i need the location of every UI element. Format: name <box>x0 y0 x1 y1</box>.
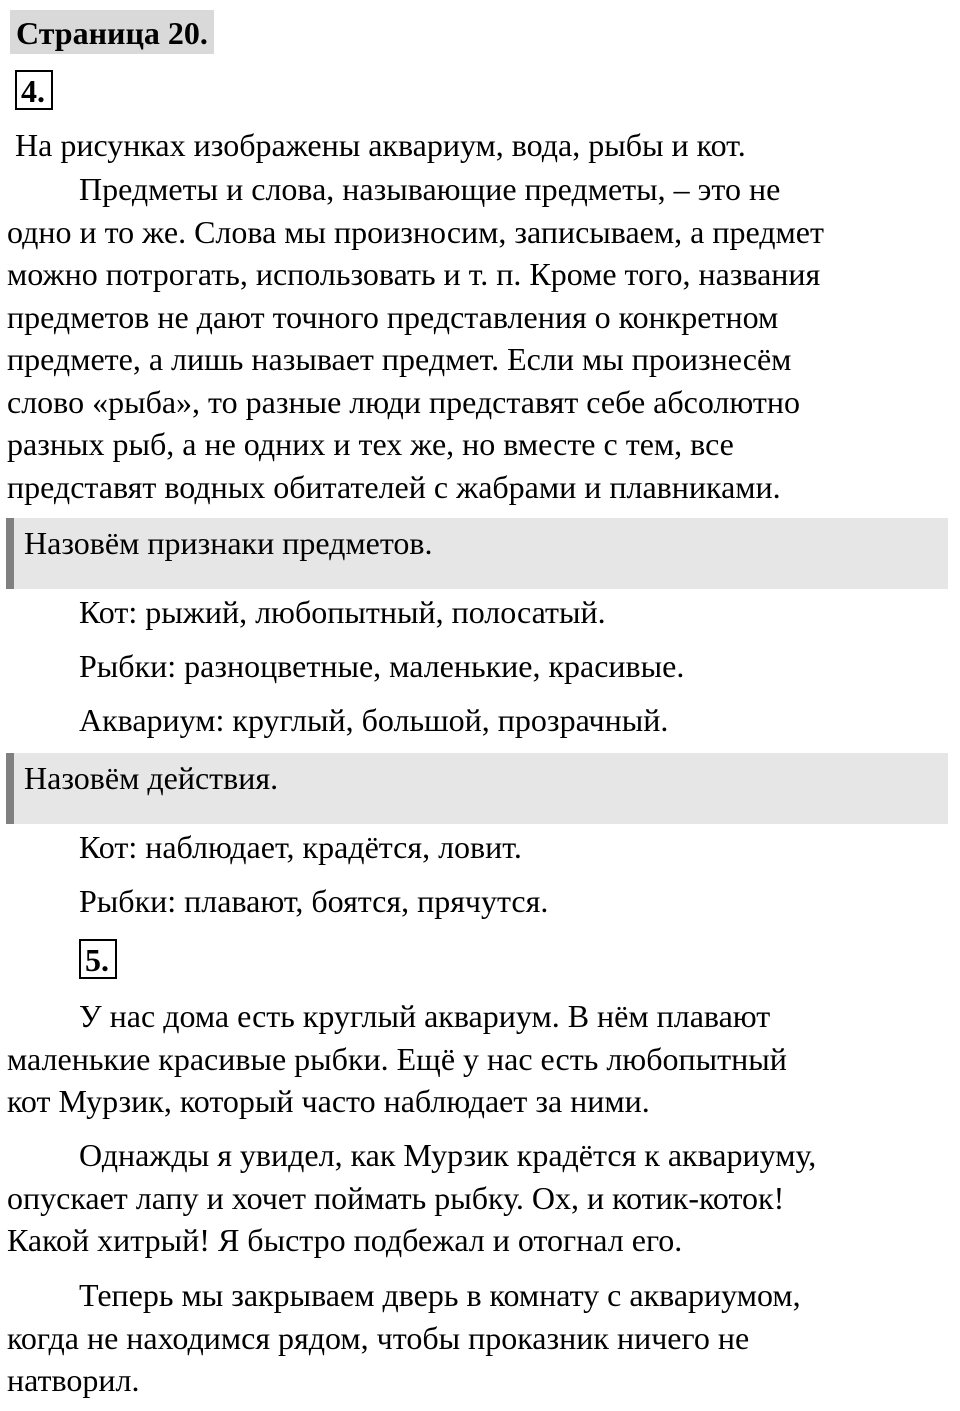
task-number-4: 4. <box>15 70 53 110</box>
action-fish: Рыбки: плавают, боятся, прячутся. <box>79 883 549 919</box>
task5-paragraph-1 <box>7 995 955 1123</box>
paragraph-line: кот Мурзик, который часто наблюдает за ними. <box>7 1083 650 1119</box>
heading-attributes-bar <box>6 518 948 589</box>
paragraph-line: когда не находимся рядом, чтобы проказник ничего не <box>7 1319 750 1356</box>
task-number-5: 5. <box>79 939 117 979</box>
heading-attributes: Назовём признаки предметов. <box>24 525 433 561</box>
paragraph-line: предмете, а лишь называет предмет. Если мы произнесём <box>7 341 792 377</box>
task5-paragraph-3 <box>7 1274 955 1402</box>
paragraph-line: У нас дома есть круглый аквариум. В нём плавают <box>79 998 771 1034</box>
heading-actions-bar <box>6 753 948 824</box>
heading-actions: Назовём действия. <box>24 760 279 796</box>
attribute-fish: Рыбки: разноцветные, маленькие, красивые. <box>79 648 685 684</box>
paragraph-line: натворил. <box>7 1362 140 1398</box>
paragraph-line: разных рыб, а не одних и тех же, но вместе с тем, все <box>7 426 734 462</box>
task4-paragraph <box>7 168 955 508</box>
paragraph-line: маленькие красивые рыбки. Ещё у нас есть любопытный <box>7 1040 787 1077</box>
paragraph-line: одно и то же. Слова мы произносим, записываем, а предмет <box>7 213 824 250</box>
page-title: Страница 20. <box>10 10 214 54</box>
paragraph-line: Предметы и слова, называющие предметы, – это не <box>79 171 781 207</box>
paragraph-line: слово «рыба», то разные люди представят себе абсолютно <box>7 383 800 420</box>
paragraph-line: можно потрогать, использовать и т. п. Кроме того, названия <box>7 256 821 292</box>
action-cat: Кот: наблюдает, крадётся, ловит. <box>79 829 522 865</box>
attribute-cat: Кот: рыжий, любопытный, полосатый. <box>79 594 606 630</box>
paragraph-line: Какой хитрый! Я быстро подбежал и отогнал его. <box>7 1222 683 1258</box>
task5-paragraph-2 <box>7 1134 955 1262</box>
attribute-aquarium: Аквариум: круглый, большой, прозрачный. <box>79 702 669 738</box>
paragraph-line: представят водных обитателей с жабрами и плавниками. <box>7 468 781 505</box>
paragraph-line: Однажды я увидел, как Мурзик крадётся к аквариуму, <box>79 1137 817 1173</box>
task4-intro: На рисунках изображены аквариум, вода, рыбы и кот. <box>15 127 746 163</box>
paragraph-line: опускает лапу и хочет поймать рыбку. Ох, и котик-коток! <box>7 1179 785 1216</box>
paragraph-line: Теперь мы закрываем дверь в комнату с аквариумом, <box>79 1277 801 1313</box>
paragraph-line: предметов не дают точного представления о конкретном <box>7 298 779 335</box>
